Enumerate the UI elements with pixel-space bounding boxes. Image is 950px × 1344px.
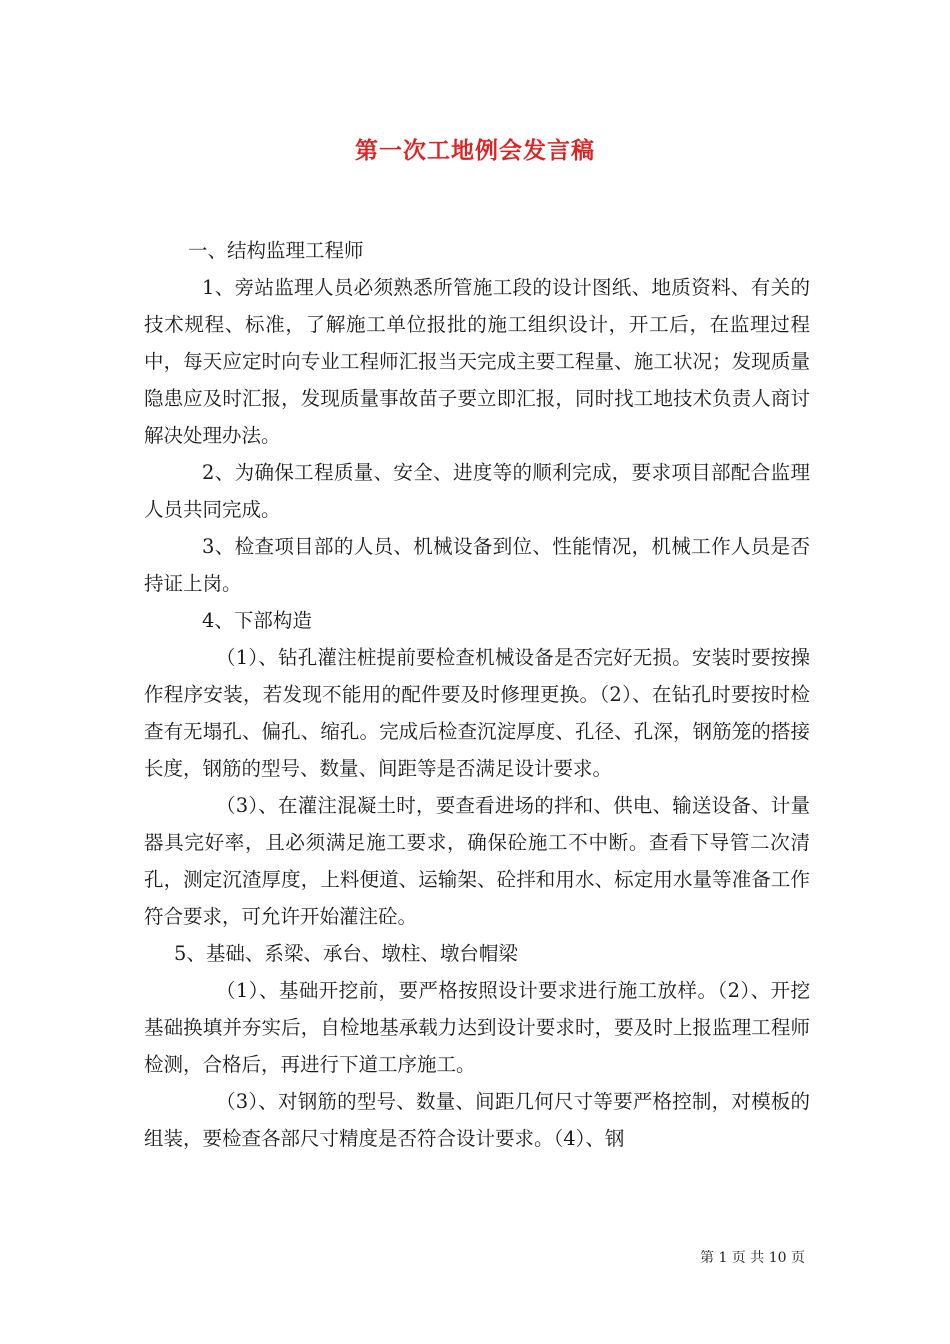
subsection-heading: 5、基础、系梁、承台、墩柱、墩台帽梁	[174, 942, 518, 965]
subsection-heading: 4、下部构造	[202, 609, 312, 632]
paragraph: 2、为确保工程质量、安全、进度等的顺利完成，要求项目部配合监理人员共同完成。	[144, 461, 810, 521]
section-heading: 一、结构监理工程师	[188, 239, 364, 262]
paragraph: （3）、对钢筋的型号、数量、间距几何尺寸等要严格控制，对模板的组装，要检查各部尺寸精度是否符合设计要求。（4）、钢	[144, 1090, 810, 1150]
paragraph: （1）、基础开挖前，要严格按照设计要求进行施工放样。（2）、开挖基础换填并夯实后，自检地基承载力达到设计要求时，要及时上报监理工程师检测，合格后，再进行下道工序施工。	[144, 979, 810, 1076]
paragraph: 1、旁站监理人员必须熟悉所管施工段的设计图纸、地质资料、有关的技术规程、标准，了解施工单位报批的施工组织设计，开工后，在监理过程中，每天应定时向专业工程师汇报当天完成主要工程量、施工状况；发现质量隐患应及时汇报，发现质量事故苗子要立即汇报，同时找工地技术负责人商讨解决处理办法。	[144, 276, 810, 447]
document-title: 第一次工地例会发言稿	[355, 138, 595, 164]
page-footer: 第 1 页 共 10 页	[700, 1250, 805, 1266]
paragraph: （3）、在灌注混凝土时，要查看进场的拌和、供电、输送设备、计量器具完好率，且必须满足施工要求，确保砼施工不中断。查看下导管二次清孔，测定沉渣厚度，上料便道、运输架、砼拌和用水、标定用水量等准备工作符合要求，可允许开始灌注砼。	[144, 794, 810, 928]
paragraph: 3、检查项目部的人员、机械设备到位、性能情况，机械工作人员是否持证上岗。	[144, 535, 810, 595]
document-body	[144, 232, 810, 1157]
paragraph: （1）、钻孔灌注桩提前要检查机械设备是否完好无损。安装时要按操作程序安装，若发现不能用的配件要及时修理更换。（2）、在钻孔时要按时检查有无塌孔、偏孔、缩孔。完成后检查沉淀厚度、孔径、孔深，钢筋笼的搭接长度，钢筋的型号、数量、间距等是否满足设计要求。	[144, 646, 810, 780]
